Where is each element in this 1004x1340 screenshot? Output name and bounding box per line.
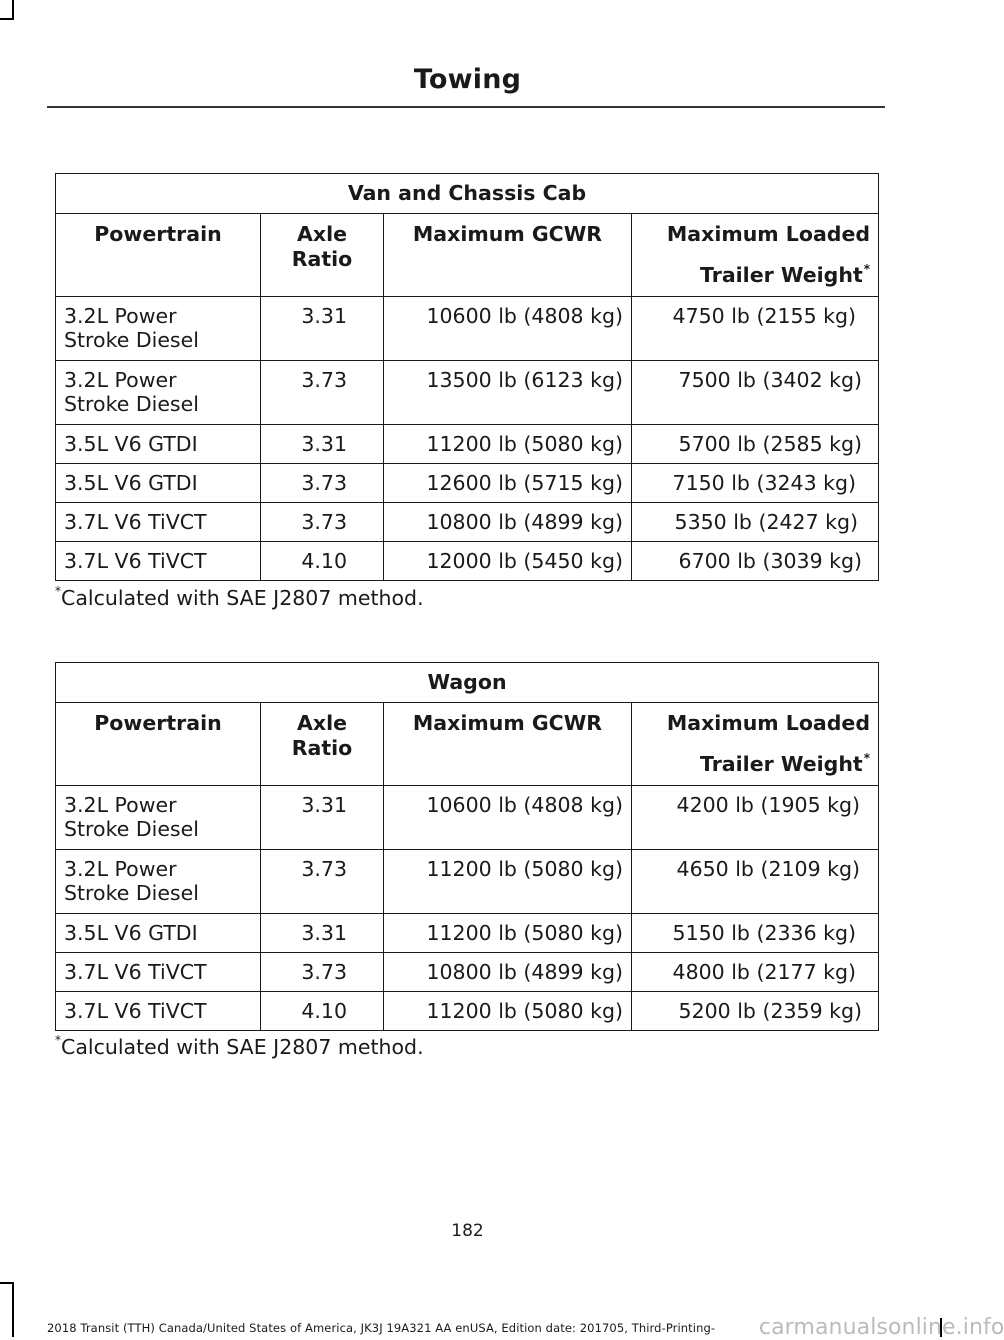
col-header-max-loaded-trailer-weight: Maximum Loaded Trailer Weight* [632,214,879,297]
table-row: 3.2L Power Stroke Diesel 3.73 11200 lb (5080 kg) 4650 lb (2109 kg) [56,850,879,914]
col-header-max-gcwr: Maximum GCWR [384,214,632,297]
table-caption: Van and Chassis Cab [56,174,879,214]
van-chassis-cab-table [55,173,879,581]
edition-line: 2018 Transit (TTH) Canada/United States of America, JK3J 19A321 AA enUSA, Edition date: 201705, Third-Printing- [47,1321,716,1335]
page-title: Towing [413,64,522,95]
table-row: 3.7L V6 TiVCT 3.73 10800 lb (4899 kg) 4800 lb (2177 kg) [56,953,879,992]
table-caption-row [56,663,879,703]
wagon-table [55,662,879,1031]
crop-mark-bottom-left-v [12,1282,14,1337]
watermark: carmanualsonline.info [758,1315,1004,1340]
table-row: 3.2L Power Stroke Diesel 3.73 13500 lb (6123 kg) 7500 lb (3402 kg) [56,361,879,425]
table-header-row [56,703,879,786]
col-header-axle-ratio: Axle Ratio [261,703,384,786]
footnote-marker: * [863,751,871,765]
table-row: 3.5L V6 GTDI 3.31 11200 lb (5080 kg) 5700 lb (2585 kg) [56,425,879,464]
table-row: 3.7L V6 TiVCT 4.10 12000 lb (5450 kg) 6700 lb (3039 kg) [56,542,879,581]
edition-footer [47,1315,1004,1340]
col-header-max-gcwr: Maximum GCWR [384,703,632,786]
table-caption: Wagon [56,663,879,703]
table-row: 3.5L V6 GTDI 3.73 12600 lb (5715 kg) 7150 lb (3243 kg) [56,464,879,503]
table-row: 3.7L V6 TiVCT 3.73 10800 lb (4899 kg) 5350 lb (2427 kg) [56,503,879,542]
table-header-row [56,214,879,297]
col-header-max-loaded-trailer-weight: Maximum Loaded Trailer Weight* [632,703,879,786]
crop-mark-top-left-h [0,18,14,20]
table-row: 3.2L Power Stroke Diesel 3.31 10600 lb (4808 kg) 4750 lb (2155 kg) [56,297,879,361]
table-caption-row [56,174,879,214]
crop-mark-top-left-v [12,0,14,20]
table-row: 3.5L V6 GTDI 3.31 11200 lb (5080 kg) 5150 lb (2336 kg) [56,914,879,953]
footnote-marker: * [863,262,871,276]
crop-mark-bottom-left-h [0,1282,14,1284]
table-row: 3.7L V6 TiVCT 4.10 11200 lb (5080 kg) 5200 lb (2359 kg) [56,992,879,1031]
header-divider [47,106,885,108]
footnote: *Calculated with SAE J2807 method. [55,1033,424,1059]
footnote: *Calculated with SAE J2807 method. [55,584,424,610]
col-header-powertrain: Powertrain [56,214,261,297]
table-row: 3.2L Power Stroke Diesel 3.31 10600 lb (4808 kg) 4200 lb (1905 kg) [56,786,879,850]
col-header-axle-ratio: Axle Ratio [261,214,384,297]
col-header-powertrain: Powertrain [56,703,261,786]
page-number: 182 [451,1221,484,1241]
